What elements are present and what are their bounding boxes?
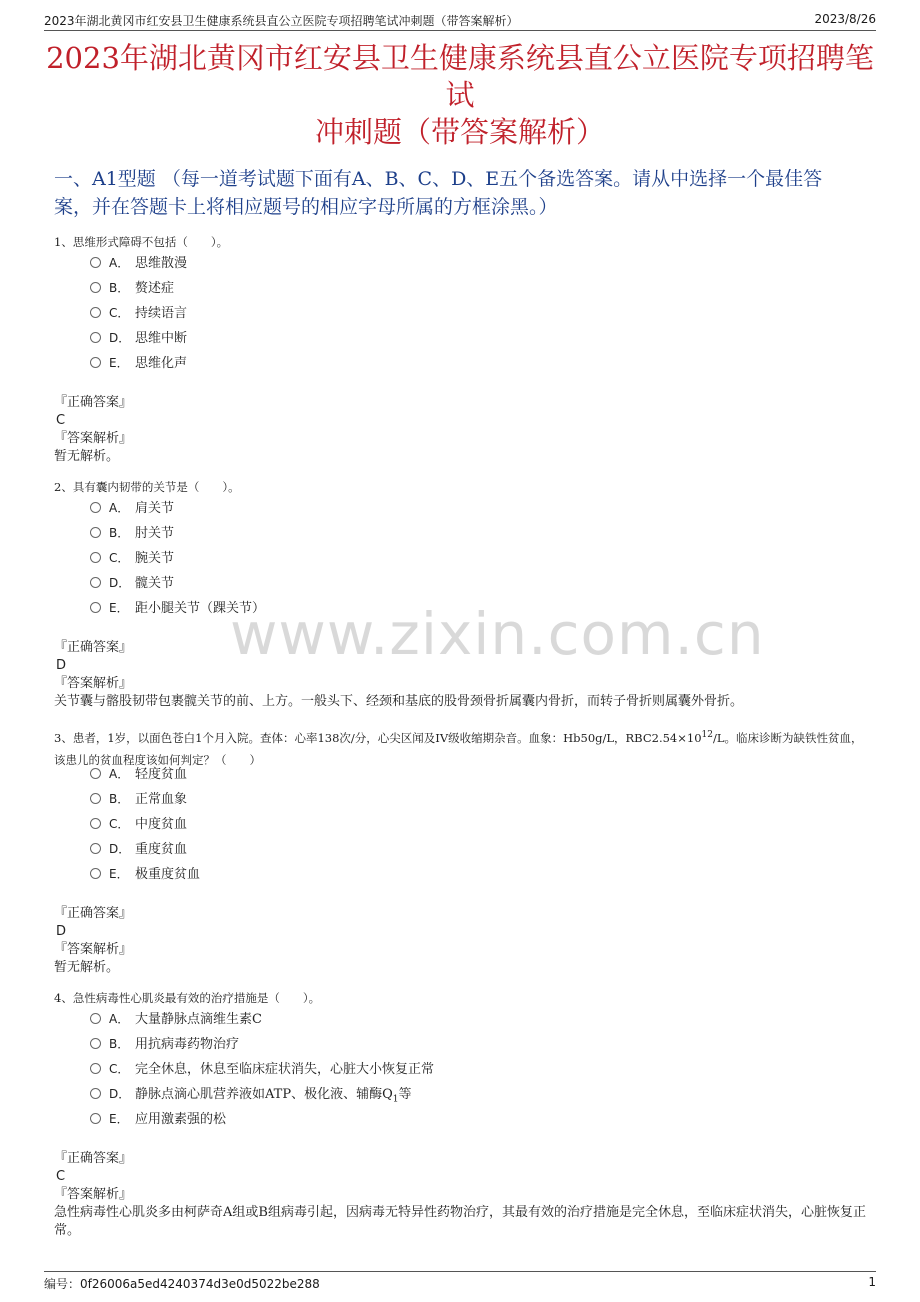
- question-1-answer-block: [54, 394, 870, 466]
- question-4-option-d[interactable]: D． 静脉点滴心肌营养液如ATP、极化液、辅酶$Q_1$等: [90, 1085, 412, 1109]
- analysis-label: 『答案解析』: [54, 1187, 133, 1202]
- section-heading: 一、A1型题 （每一道考试题下面有A、B、C、D、E五个备选答案。请从中选择一个最佳答案，并在答题卡上将相应题号的相应字母所属的方框涂黑。）: [54, 168, 823, 218]
- question-2-stem: 2、具有囊内韧带的关节是（ ）。: [54, 480, 240, 494]
- question-3-answer-block: [54, 905, 870, 977]
- answer-value: D: [56, 658, 67, 673]
- question-2-option-c[interactable]: C． 腕关节: [90, 549, 174, 568]
- watermark: www.zixin.com.cn: [230, 600, 765, 668]
- page-footer: [44, 1271, 876, 1291]
- analysis-label: 『答案解析』: [54, 431, 133, 446]
- question-2-option-b[interactable]: B． 肘关节: [90, 524, 174, 543]
- radio-icon[interactable]: [90, 332, 101, 343]
- question-4-option-b[interactable]: B． 用抗病毒药物治疗: [90, 1035, 239, 1054]
- question-1-stem: 1、思维形式障碍不包括（ ）。: [54, 235, 229, 249]
- question-3-stem: 3、患者，1岁，以面色苍白1个月入院。查体：心率138次/分，心尖区闻及IV级收缩期杂音。血象：Hb50g/L，$RBC2.54\times 10^{12}/L$。临床诊断为缺铁性贫血，该患儿的贫血程度该如何判定？（ ）: [54, 730, 863, 767]
- question-1-option-a[interactable]: A． 思维散漫: [90, 254, 187, 273]
- question-3-option-e[interactable]: E． 极重度贫血: [90, 865, 200, 884]
- question-3-option-d[interactable]: D． 重度贫血: [90, 840, 187, 859]
- answer-value: C: [56, 413, 66, 428]
- document-title: [40, 40, 880, 151]
- radio-icon[interactable]: [90, 1013, 101, 1024]
- title-line-2: 冲刺题（带答案解析）: [314, 115, 605, 149]
- question-3-option-a[interactable]: A． 轻度贫血: [90, 765, 187, 784]
- answer-label: 『正确答案』: [54, 906, 133, 921]
- question-3-option-b[interactable]: B． 正常血象: [90, 790, 187, 809]
- question-4-answer-block: [54, 1150, 870, 1240]
- radio-icon[interactable]: [90, 793, 101, 804]
- page-number: 1: [868, 1275, 876, 1289]
- question-4-option-c[interactable]: C． 完全休息，休息至临床症状消失，心脏大小恢复正常: [90, 1060, 434, 1079]
- question-1-option-b[interactable]: B． 赘述症: [90, 279, 174, 298]
- analysis-text: 暂无解析。: [54, 449, 120, 464]
- question-1-option-e[interactable]: E． 思维化声: [90, 354, 187, 373]
- header-date: 2023/8/26: [814, 12, 876, 26]
- question-1-option-d[interactable]: D． 思维中断: [90, 329, 187, 348]
- radio-icon[interactable]: [90, 1088, 101, 1099]
- radio-icon[interactable]: [90, 1113, 101, 1124]
- question-3-option-c[interactable]: C． 中度贫血: [90, 815, 187, 834]
- radio-icon[interactable]: [90, 527, 101, 538]
- title-line-1: 2023年湖北黄冈市红安县卫生健康系统县直公立医院专项招聘笔试: [46, 41, 874, 112]
- analysis-label: 『答案解析』: [54, 676, 133, 691]
- document-id: 编号：0f26006a5ed4240374d3e0d5022be288: [44, 1277, 320, 1291]
- question-2-option-d[interactable]: D． 髋关节: [90, 574, 174, 593]
- page-header: [44, 10, 876, 31]
- analysis-label: 『答案解析』: [54, 942, 133, 957]
- question-2-option-e[interactable]: E． 距小腿关节（踝关节）: [90, 599, 265, 618]
- analysis-text: 急性病毒性心肌炎多由柯萨奇A组或B组病毒引起，因病毒无特异性药物治疗，其最有效的治疗措施是完全休息，至临床症状消失，心脏恢复正常。: [54, 1205, 866, 1238]
- radio-icon[interactable]: [90, 1038, 101, 1049]
- radio-icon[interactable]: [90, 1063, 101, 1074]
- question-4-option-a[interactable]: A． 大量静脉点滴维生素C: [90, 1010, 262, 1029]
- question-1-option-c[interactable]: C． 持续语言: [90, 304, 187, 323]
- radio-icon[interactable]: [90, 818, 101, 829]
- radio-icon[interactable]: [90, 257, 101, 268]
- question-4-stem: 4、急性病毒性心肌炎最有效的治疗措施是（ ）。: [54, 991, 321, 1005]
- question-4-option-e[interactable]: E． 应用激素强的松: [90, 1110, 226, 1129]
- radio-icon[interactable]: [90, 357, 101, 368]
- radio-icon[interactable]: [90, 502, 101, 513]
- answer-label: 『正确答案』: [54, 1151, 133, 1166]
- answer-value: D: [56, 924, 67, 939]
- question-2-option-a[interactable]: A． 肩关节: [90, 499, 174, 518]
- answer-label: 『正确答案』: [54, 395, 133, 410]
- answer-label: 『正确答案』: [54, 640, 133, 655]
- radio-icon[interactable]: [90, 577, 101, 588]
- radio-icon[interactable]: [90, 552, 101, 563]
- radio-icon[interactable]: [90, 843, 101, 854]
- question-2-answer-block: [54, 639, 870, 711]
- analysis-text: 关节囊与髂股韧带包裹髋关节的前、上方。一般头下、经颈和基底的股骨颈骨折属囊内骨折，而转子骨折则属囊外骨折。: [54, 694, 744, 709]
- header-title: 2023年湖北黄冈市红安县卫生健康系统县直公立医院专项招聘笔试冲刺题（带答案解析）: [44, 14, 519, 28]
- radio-icon[interactable]: [90, 768, 101, 779]
- radio-icon[interactable]: [90, 307, 101, 318]
- analysis-text: 暂无解析。: [54, 960, 120, 975]
- radio-icon[interactable]: [90, 282, 101, 293]
- radio-icon[interactable]: [90, 602, 101, 613]
- answer-value: C: [56, 1169, 66, 1184]
- radio-icon[interactable]: [90, 868, 101, 879]
